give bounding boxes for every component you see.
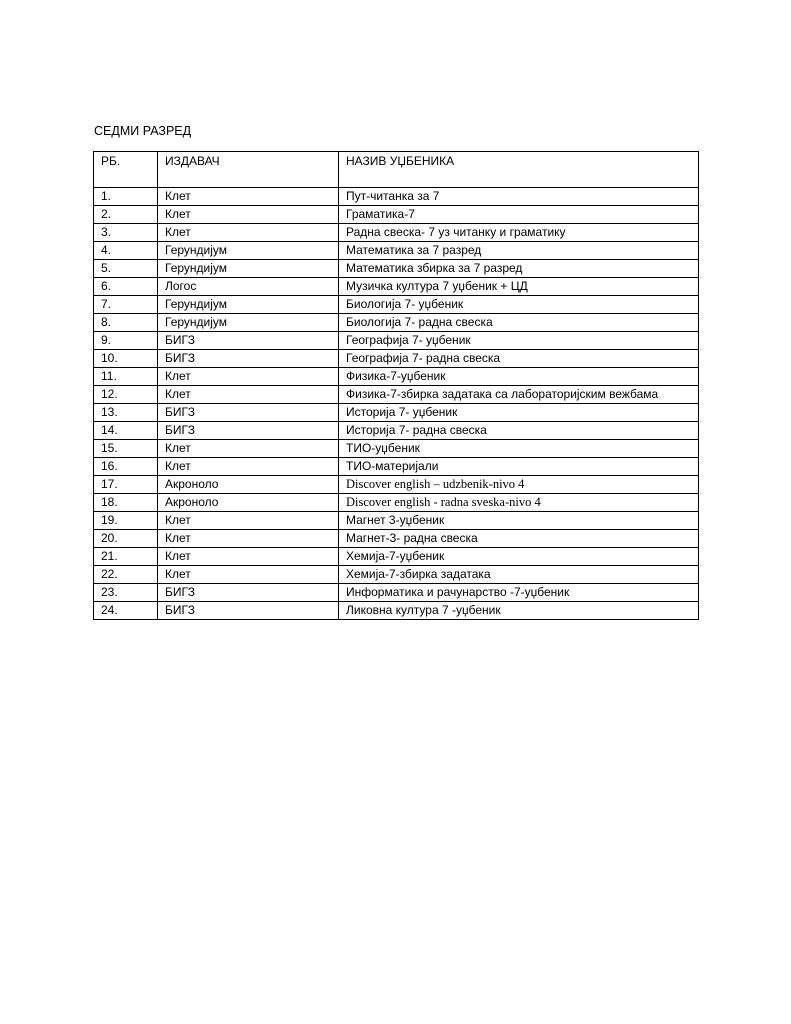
row-number: 8.: [94, 314, 158, 332]
table-row: [94, 188, 699, 206]
row-number: 2.: [94, 206, 158, 224]
row-number: 15.: [94, 440, 158, 458]
table-row: [94, 548, 699, 566]
row-number: 4.: [94, 242, 158, 260]
publisher-cell: Логос: [158, 278, 339, 296]
table-row: [94, 278, 699, 296]
row-number: 22.: [94, 566, 158, 584]
row-number: 24.: [94, 602, 158, 620]
textbook-title-cell: Граматика-7: [339, 206, 699, 224]
textbook-title-cell: Географија 7- уџбеник: [339, 332, 699, 350]
row-number: 14.: [94, 422, 158, 440]
table-row: [94, 206, 699, 224]
row-number: 12.: [94, 386, 158, 404]
page-title: СЕДМИ РАЗРЕД: [94, 124, 192, 138]
textbook-title-cell: Хемија-7-збирка задатака: [339, 566, 699, 584]
publisher-cell: Клет: [158, 566, 339, 584]
publisher-cell: БИГЗ: [158, 332, 339, 350]
table-row: [94, 476, 699, 494]
table-row: [94, 530, 699, 548]
header-row: [94, 152, 699, 188]
publisher-cell: Герундијум: [158, 260, 339, 278]
publisher-cell: БИГЗ: [158, 404, 339, 422]
publisher-cell: Клет: [158, 188, 339, 206]
table-row: [94, 584, 699, 602]
table-row: [94, 332, 699, 350]
column-header-title: НАЗИВ УЏБЕНИКА: [339, 152, 699, 188]
publisher-cell: Акроноло: [158, 476, 339, 494]
publisher-cell: Клет: [158, 512, 339, 530]
table-row: [94, 512, 699, 530]
textbook-title-cell: Discover english – udzbenik-nivo 4: [339, 476, 699, 494]
table-row: [94, 422, 699, 440]
textbook-title-cell: ТИО-уџбеник: [339, 440, 699, 458]
textbook-title-cell: Историја 7- уџбеник: [339, 404, 699, 422]
row-number: 7.: [94, 296, 158, 314]
table-body: [94, 188, 699, 620]
textbook-title-cell: Ликовна култура 7 -уџбеник: [339, 602, 699, 620]
table-row: [94, 440, 699, 458]
publisher-cell: БИГЗ: [158, 584, 339, 602]
publisher-cell: Герундијум: [158, 296, 339, 314]
publisher-cell: Клет: [158, 224, 339, 242]
row-number: 23.: [94, 584, 158, 602]
publisher-cell: Акроноло: [158, 494, 339, 512]
row-number: 18.: [94, 494, 158, 512]
textbook-title-cell: Биологија 7- уџбеник: [339, 296, 699, 314]
textbook-title-cell: Географија 7- радна свеска: [339, 350, 699, 368]
textbook-title-cell: Биологија 7- радна свеска: [339, 314, 699, 332]
textbook-title-cell: Магнет 3-уџбеник: [339, 512, 699, 530]
textbook-title-cell: Музичка култура 7 уџбеник + ЦД: [339, 278, 699, 296]
textbook-title-cell: Математика за 7 разред: [339, 242, 699, 260]
publisher-cell: Клет: [158, 548, 339, 566]
textbook-title-cell: Физика-7-збирка задатака са лабораторијским вежбама: [339, 386, 699, 404]
table-row: [94, 314, 699, 332]
publisher-cell: БИГЗ: [158, 602, 339, 620]
table-header: [94, 152, 699, 188]
textbook-title-cell: Discover english - radna sveska-nivo 4: [339, 494, 699, 512]
table-row: [94, 350, 699, 368]
table-row: [94, 368, 699, 386]
row-number: 3.: [94, 224, 158, 242]
textbook-table: [93, 151, 699, 620]
table-row: [94, 386, 699, 404]
table-row: [94, 260, 699, 278]
textbook-title-cell: Физика-7-уџбеник: [339, 368, 699, 386]
publisher-cell: Герундијум: [158, 314, 339, 332]
table-row: [94, 494, 699, 512]
publisher-cell: Герундијум: [158, 242, 339, 260]
row-number: 1.: [94, 188, 158, 206]
table-row: [94, 224, 699, 242]
publisher-cell: Клет: [158, 458, 339, 476]
row-number: 6.: [94, 278, 158, 296]
row-number: 9.: [94, 332, 158, 350]
row-number: 5.: [94, 260, 158, 278]
row-number: 13.: [94, 404, 158, 422]
row-number: 20.: [94, 530, 158, 548]
publisher-cell: БИГЗ: [158, 350, 339, 368]
row-number: 17.: [94, 476, 158, 494]
publisher-cell: Клет: [158, 206, 339, 224]
table-row: [94, 458, 699, 476]
table-row: [94, 566, 699, 584]
column-header-rb: РБ.: [94, 152, 158, 188]
table-row: [94, 296, 699, 314]
row-number: 16.: [94, 458, 158, 476]
row-number: 19.: [94, 512, 158, 530]
row-number: 11.: [94, 368, 158, 386]
textbook-title-cell: Хемија-7-уџбеник: [339, 548, 699, 566]
row-number: 21.: [94, 548, 158, 566]
table-row: [94, 602, 699, 620]
column-header-publisher: ИЗДАВАЧ: [158, 152, 339, 188]
textbook-title-cell: Пут-читанка за 7: [339, 188, 699, 206]
publisher-cell: Клет: [158, 530, 339, 548]
table-row: [94, 404, 699, 422]
textbook-title-cell: ТИО-материјали: [339, 458, 699, 476]
publisher-cell: Клет: [158, 386, 339, 404]
textbook-title-cell: Магнет-3- радна свеска: [339, 530, 699, 548]
textbook-title-cell: Информатика и рачунарство -7-уџбеник: [339, 584, 699, 602]
textbook-title-cell: Математика збирка за 7 разред: [339, 260, 699, 278]
row-number: 10.: [94, 350, 158, 368]
textbook-title-cell: Радна свеска- 7 уз читанку и граматику: [339, 224, 699, 242]
publisher-cell: Клет: [158, 440, 339, 458]
textbook-title-cell: Историја 7- радна свеска: [339, 422, 699, 440]
table-row: [94, 242, 699, 260]
publisher-cell: Клет: [158, 368, 339, 386]
publisher-cell: БИГЗ: [158, 422, 339, 440]
